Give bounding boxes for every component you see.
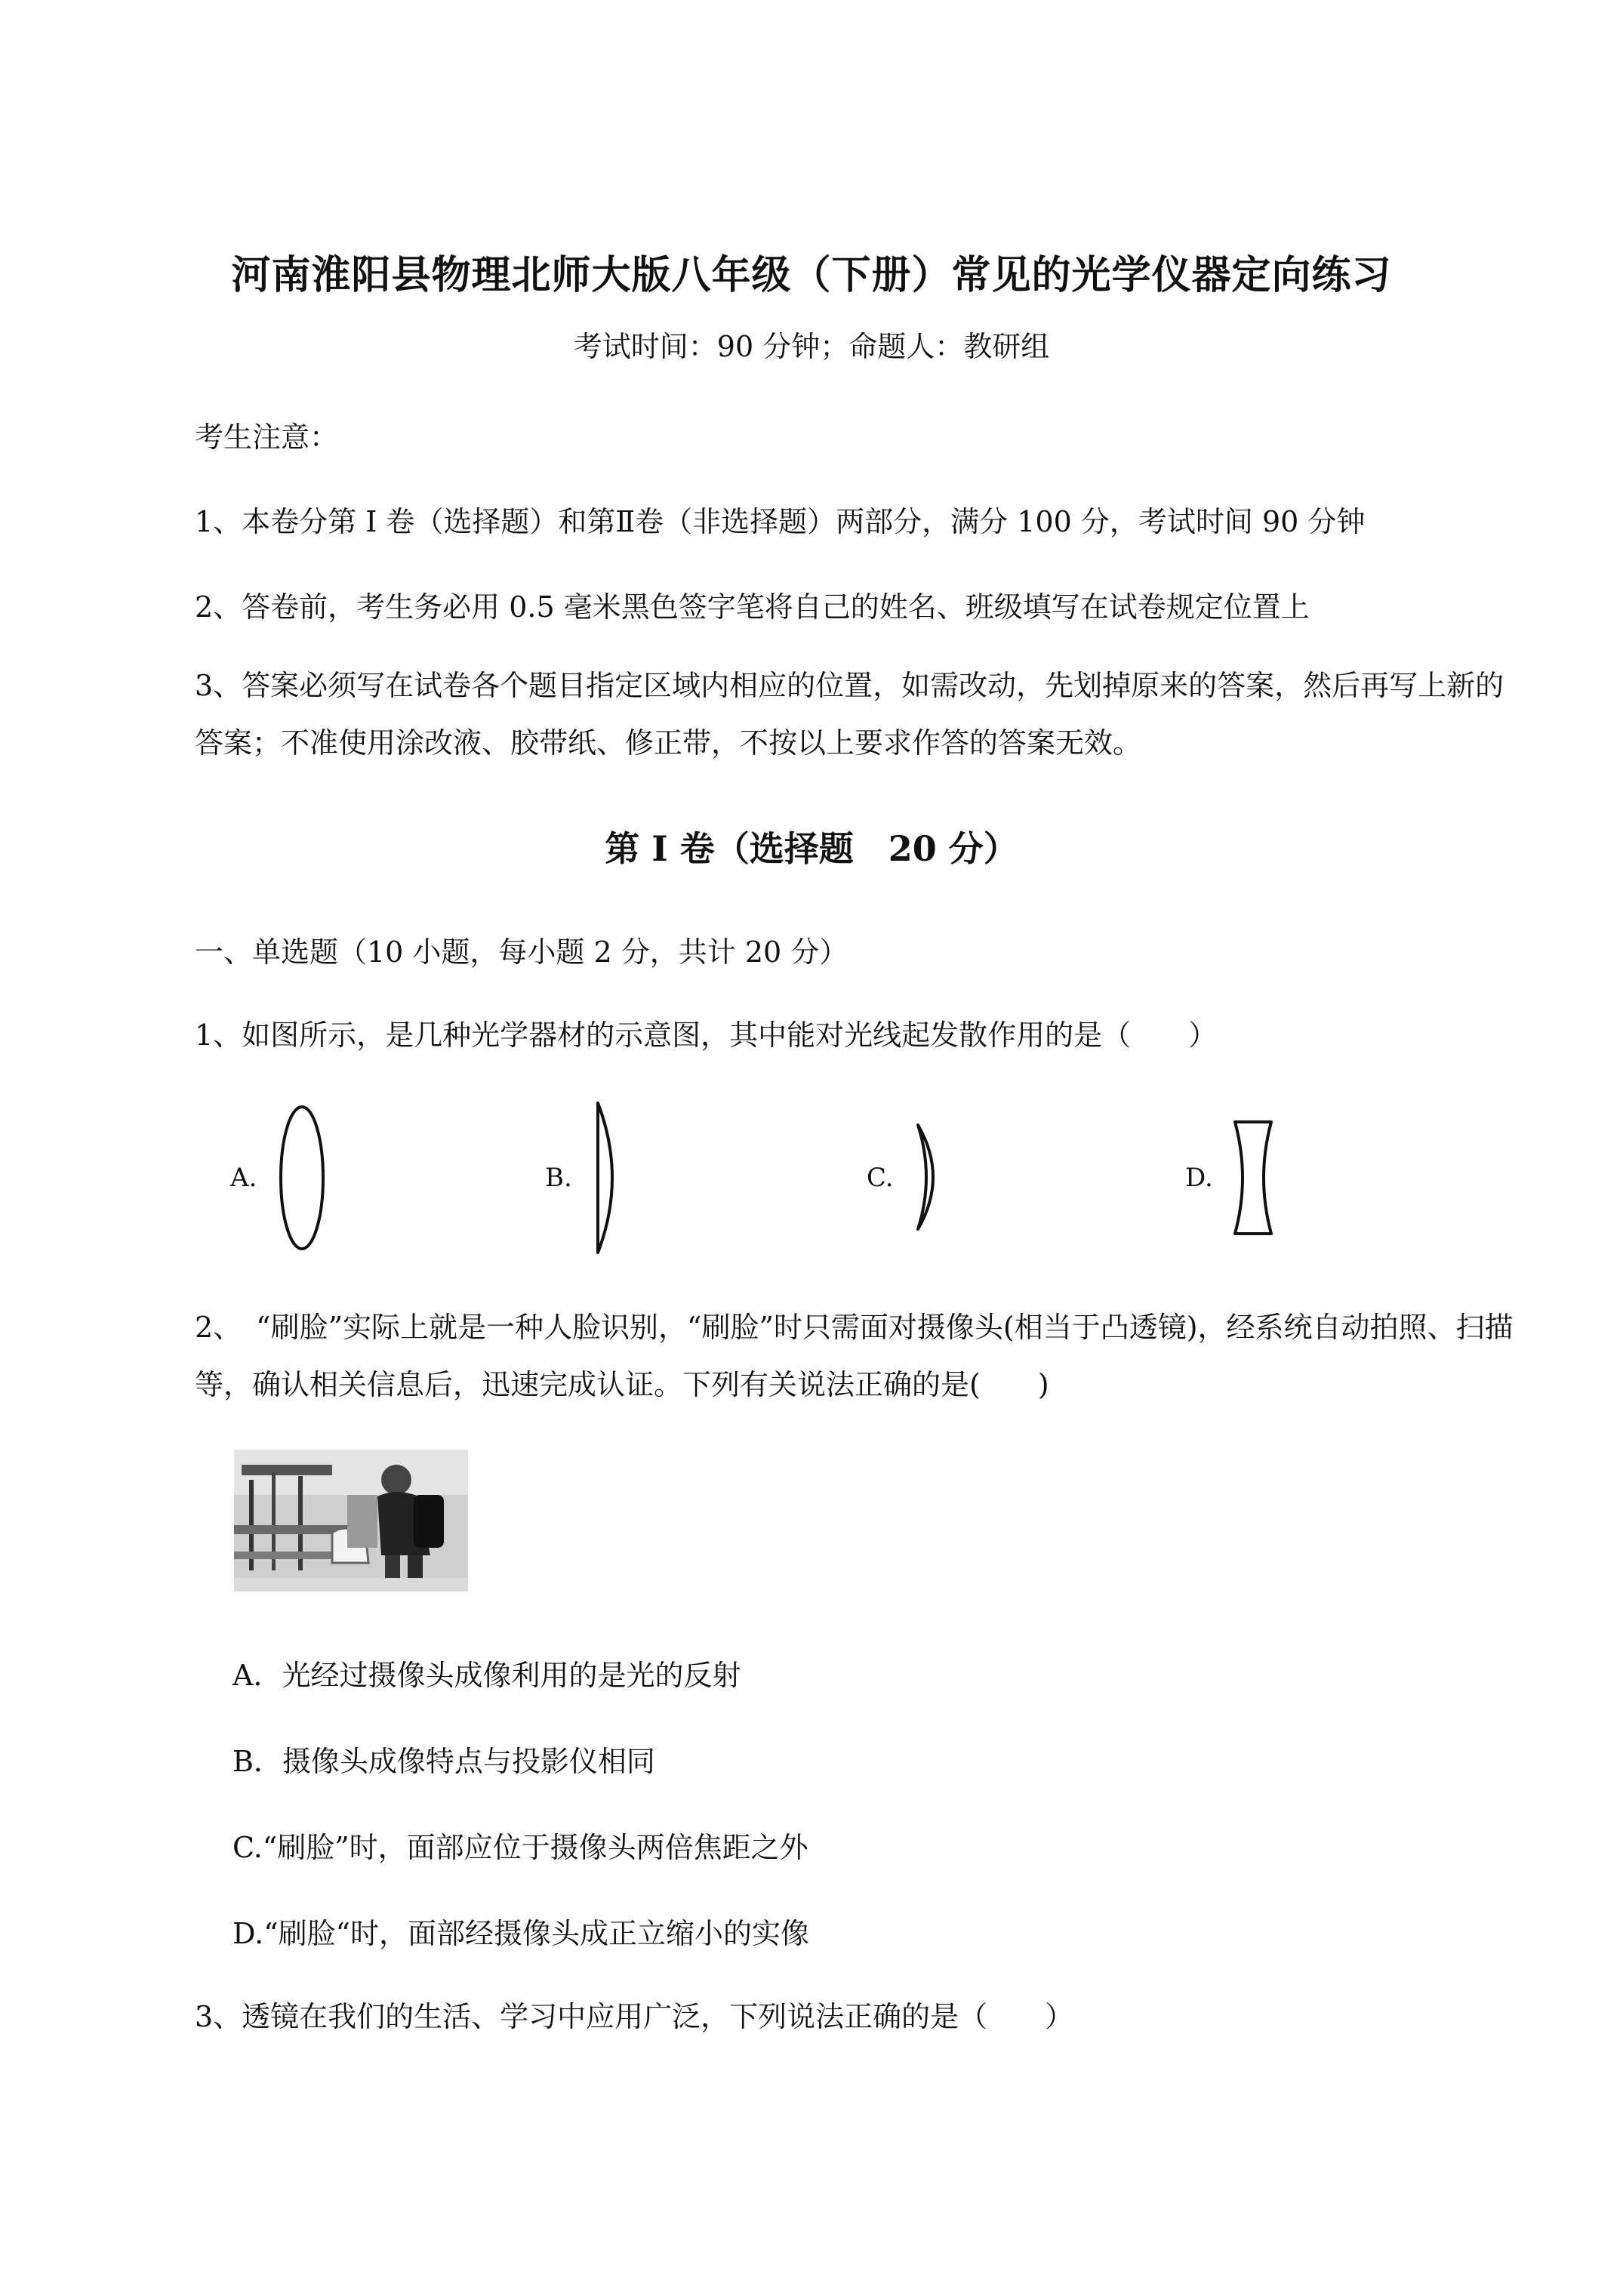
- page-title: 河南淮阳县物理北师大版八年级（下册）常见的光学仪器定向练习: [231, 252, 1392, 298]
- notice-item-2: 2、答卷前，考生务必用 0.5 毫米黑色签字笔将自己的姓名、班级填写在试卷规定位置上: [195, 590, 1310, 624]
- question-2-stem: 2、 “刷脸”实际上就是一种人脸识别，“刷脸”时只需面对摄像头(相当于凸透镜)，经系统自动拍照、扫描等，确认相关信息后，迅速完成认证。下列有关说法正确的是( ): [195, 1311, 1514, 1401]
- q2-option-c: C.“刷脸”时，面部应位于摄像头两倍焦距之外: [233, 1831, 808, 1864]
- q2-option-b: B．摄像头成像特点与投影仪相同: [233, 1745, 655, 1778]
- notice-item-3: 3、答案必须写在试卷各个题目指定区域内相应的位置，如需改动，先划掉原来的答案，然后再写上新的答案；不准使用涂改液、胶带纸、修正带，不按以上要求作答的答案无效。: [195, 669, 1504, 760]
- q1-figure-label-a: A.: [230, 1163, 257, 1193]
- q1-figure-label-c: C.: [867, 1163, 894, 1193]
- q1-figure-label-b: B.: [545, 1163, 572, 1193]
- plano-convex-lens-icon: [589, 1099, 634, 1257]
- section-title: 第 I 卷（选择题 20 分）: [605, 828, 1018, 869]
- q2-option-a: A．光经过摄像头成像利用的是光的反射: [233, 1659, 741, 1692]
- exam-subtitle: 考试时间：90 分钟；命题人：教研组: [573, 330, 1050, 363]
- part-heading: 一、单选题（10 小题，每小题 2 分，共计 20 分）: [195, 935, 848, 969]
- question-1-stem: 1、如图所示，是几种光学器材的示意图，其中能对光线起发散作用的是（ ）: [195, 1019, 1218, 1052]
- notice-item-1: 1、本卷分第 I 卷（选择题）和第Ⅱ卷（非选择题）两部分，满分 100 分，考试时间 90 分钟: [195, 505, 1366, 538]
- q1-figure-label-d: D.: [1185, 1163, 1213, 1193]
- meniscus-lens-icon: [906, 1120, 951, 1234]
- notice-heading: 考生注意：: [195, 421, 339, 454]
- face-recognition-photo: [234, 1450, 468, 1592]
- q2-option-d: D.“刷脸“时，面部经摄像头成正立缩小的实像: [233, 1917, 810, 1950]
- biconcave-lens-icon: [1230, 1117, 1276, 1238]
- biconvex-lens-icon: [276, 1102, 328, 1253]
- question-3-stem: 3、透镜在我们的生活、学习中应用广泛，下列说法正确的是（ ）: [195, 2000, 1074, 2033]
